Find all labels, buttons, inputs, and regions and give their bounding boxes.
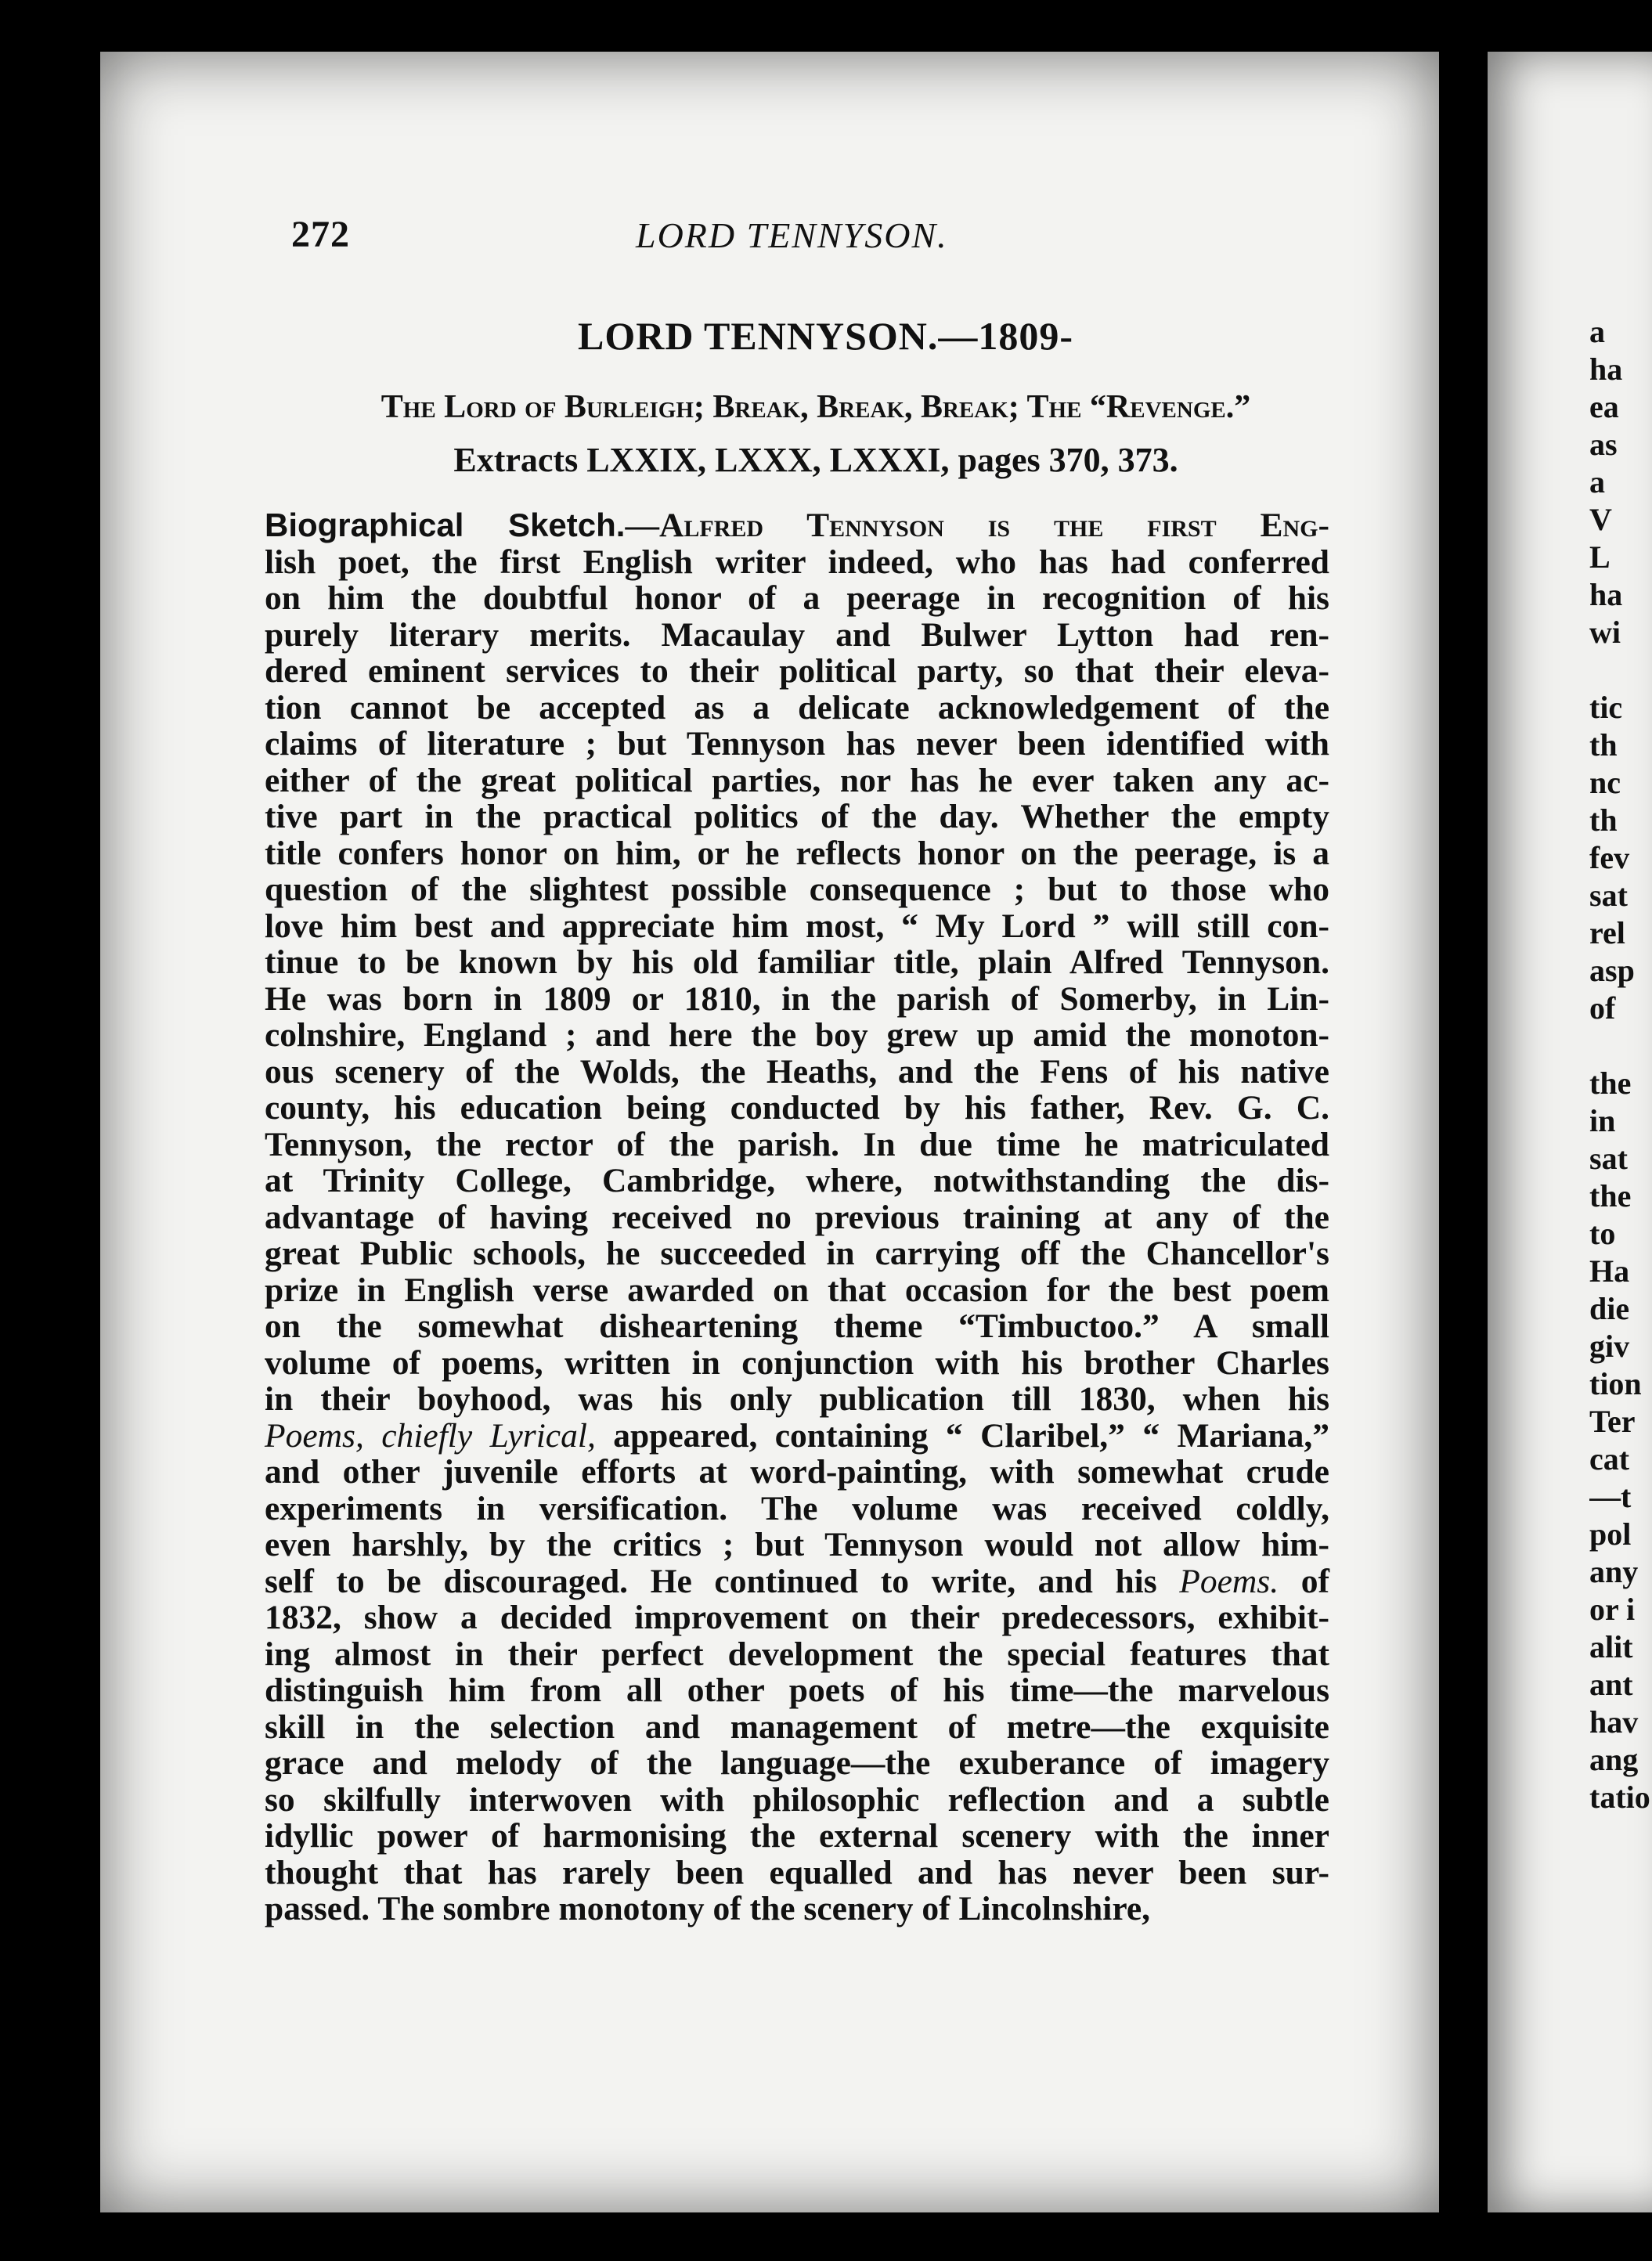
facing-page-fragment: ha	[1589, 352, 1623, 387]
sketch-label: Biographical Sketch.	[265, 507, 626, 543]
body-line: colnshire, England ; and here the boy grew up amid the monoton-	[265, 1016, 1329, 1054]
facing-page-fragment: any	[1589, 1554, 1639, 1589]
body-line: idyllic power of harmonising the external scenery with the inner	[265, 1817, 1329, 1855]
facing-page-fragment: rel	[1589, 915, 1625, 950]
body-line	[265, 1418, 1329, 1455]
facing-page-fragment: a	[1589, 314, 1605, 349]
body-line: advantage of having received no previous training at any of the	[265, 1198, 1329, 1236]
poems-1832-title: Poems.	[1179, 1562, 1279, 1600]
facing-page-fragment: tion	[1589, 1366, 1642, 1401]
facing-page-fragment: —t	[1589, 1479, 1632, 1514]
body-line: and other juvenile efforts at word-painting, with somewhat crude	[265, 1453, 1329, 1491]
page-number: 272	[291, 214, 350, 255]
facing-page-fragment: Ter	[1589, 1404, 1636, 1439]
facing-page-fragment: giv	[1589, 1329, 1630, 1364]
extracts-reference: Extracts LXXIX, LXXX, LXXXI, pages 370, 373.	[453, 441, 1178, 479]
body-line: experiments in versification. The volume was received coldly,	[265, 1489, 1329, 1527]
body-line: Tennyson, the rector of the parish. In due time he matriculated	[265, 1125, 1329, 1163]
body-line: tion cannot be accepted as a delicate acknowledgement of the	[265, 688, 1329, 727]
body-line: ing almost in their perfect development the special features that	[265, 1635, 1329, 1673]
facing-page-fragment	[1589, 1027, 1652, 1065]
facing-page-fragment	[1589, 651, 1652, 689]
body-line: 1832, show a decided improvement on their predecessors, exhibit-	[265, 1599, 1329, 1636]
body-line: He was born in 1809 or 1810, in the parish of Somerby, in Lin-	[265, 979, 1329, 1018]
body-line: lish poet, the first English writer indeed, who has had conferred	[265, 543, 1329, 581]
poems-title: Poems, chiefly Lyrical,	[265, 1416, 596, 1455]
facing-page-fragment: Ha	[1589, 1253, 1630, 1289]
facing-page-text	[1589, 313, 1652, 1816]
body-line: volume of poems, written in conjunction with his brother Charles	[265, 1343, 1329, 1382]
body-line: great Public schools, he succeeded in carrying off the Chancellor's	[265, 1235, 1329, 1272]
facing-page-fragment: alit	[1589, 1629, 1633, 1664]
facing-page-fragment: to	[1589, 1216, 1616, 1251]
poems-line-rest: appeared, containing “ Claribel,” “ Mariana,”	[595, 1416, 1329, 1455]
body-line: on him the doubtful honor of a peerage in recognition of his	[265, 579, 1329, 617]
biographical-sketch	[265, 507, 1329, 1927]
body-line: county, his education being conducted by his father, Rev. G. C.	[265, 1089, 1329, 1127]
body-line: question of the slightest possible consequence ; but to those who	[265, 871, 1329, 908]
facing-page-fragment: nc	[1589, 765, 1621, 800]
facing-page-fragment: L	[1589, 539, 1611, 575]
poems-1832-post: of	[1279, 1562, 1329, 1600]
body-line: tinue to be known by his old familiar title, plain Alfred Tennyson.	[265, 943, 1329, 981]
facing-page-fragment: V	[1589, 502, 1612, 537]
body-line: purely literary merits. Macaulay and Bulwer Lytton had ren-	[265, 615, 1329, 654]
facing-page-fragment: th	[1589, 727, 1618, 763]
facing-page-fragment: wi	[1589, 615, 1621, 650]
body-line: passed. The sombre monotony of the scenery of Lincolnshire,	[265, 1890, 1151, 1927]
body-line: either of the great political parties, nor has he ever taken any ac-	[265, 761, 1329, 799]
body-first-line: —Alfred Tennyson is the first Eng-	[625, 507, 1329, 544]
facing-page-fragment: ea	[1589, 389, 1619, 424]
body-line: dered eminent services to their political party, so that their eleva-	[265, 652, 1329, 690]
body-line: love him best and appreciate him most, “ My Lord ” will still con-	[265, 907, 1329, 945]
body-line: so skilfully interwoven with philosophic reflection and a subtle	[265, 1780, 1329, 1819]
facing-page-fragment: or i	[1589, 1592, 1636, 1627]
facing-page-fragment: hav	[1589, 1704, 1639, 1740]
poems-1832-pre: self to be discouraged. He continued to write, and his	[265, 1562, 1180, 1600]
body-line: prize in English verse awarded on that occasion for the best poem	[265, 1271, 1329, 1309]
body-line: distinguish him from all other poets of his time—the marvelous	[265, 1671, 1329, 1709]
body-line: grace and melody of the language—the exuberance of imagery	[265, 1744, 1329, 1782]
section-heading: LORD TENNYSON.—1809-	[578, 314, 1074, 358]
facing-page-fragment: fev	[1589, 840, 1630, 875]
facing-page-fragment: ang	[1589, 1742, 1639, 1777]
facing-page-fragment: ha	[1589, 577, 1623, 612]
facing-page-fragment: in	[1589, 1103, 1616, 1138]
poem-titles: The Lord of Burleigh; Break, Break, Break; The “Revenge.”	[381, 389, 1251, 425]
facing-page-fragment: pol	[1589, 1516, 1632, 1552]
body-line: in their boyhood, was his only publication till 1830, when his	[265, 1380, 1329, 1418]
body-line: title confers honor on him, or he reflects honor on the peerage, is a	[265, 834, 1329, 872]
facing-page-fragment: tatio	[1589, 1780, 1650, 1815]
facing-page-fragment: ant	[1589, 1667, 1633, 1702]
body-line: thought that has rarely been equalled and has never been sur-	[265, 1853, 1329, 1891]
facing-page-fragment: sat	[1589, 1141, 1628, 1176]
facing-page-fragment: tic	[1589, 690, 1623, 725]
body-line: on the somewhat disheartening theme “Timbuctoo.” A small	[265, 1307, 1329, 1345]
facing-page-fragment: a	[1589, 464, 1605, 499]
facing-page-fragment: th	[1589, 802, 1618, 838]
facing-page-fragment: as	[1589, 427, 1618, 462]
facing-page-fragment: sat	[1589, 878, 1628, 913]
body-line: skill in the selection and management of metre—the exquisite	[265, 1707, 1329, 1746]
body-line: claims of literature ; but Tennyson has never been identified with	[265, 725, 1329, 763]
body-line: even harshly, by the critics ; but Tennyson would not allow him-	[265, 1526, 1329, 1563]
facing-page-fragment: of	[1589, 990, 1616, 1026]
body-line: ous scenery of the Wolds, the Heaths, and the Fens of his native	[265, 1052, 1329, 1091]
body-line: tive part in the practical politics of the day. Whether the empty	[265, 798, 1329, 835]
facing-page-fragment: the	[1589, 1066, 1632, 1101]
facing-page-fragment: die	[1589, 1291, 1630, 1326]
facing-page-fragment: the	[1589, 1178, 1632, 1213]
body-line	[265, 507, 1329, 544]
facing-page-fragment: cat	[1589, 1441, 1630, 1477]
body-line	[265, 1563, 1329, 1600]
facing-page-fragment: asp	[1589, 953, 1635, 988]
running-title: LORD TENNYSON.	[636, 215, 948, 255]
body-line: at Trinity College, Cambridge, where, notwithstanding the dis-	[265, 1162, 1329, 1199]
